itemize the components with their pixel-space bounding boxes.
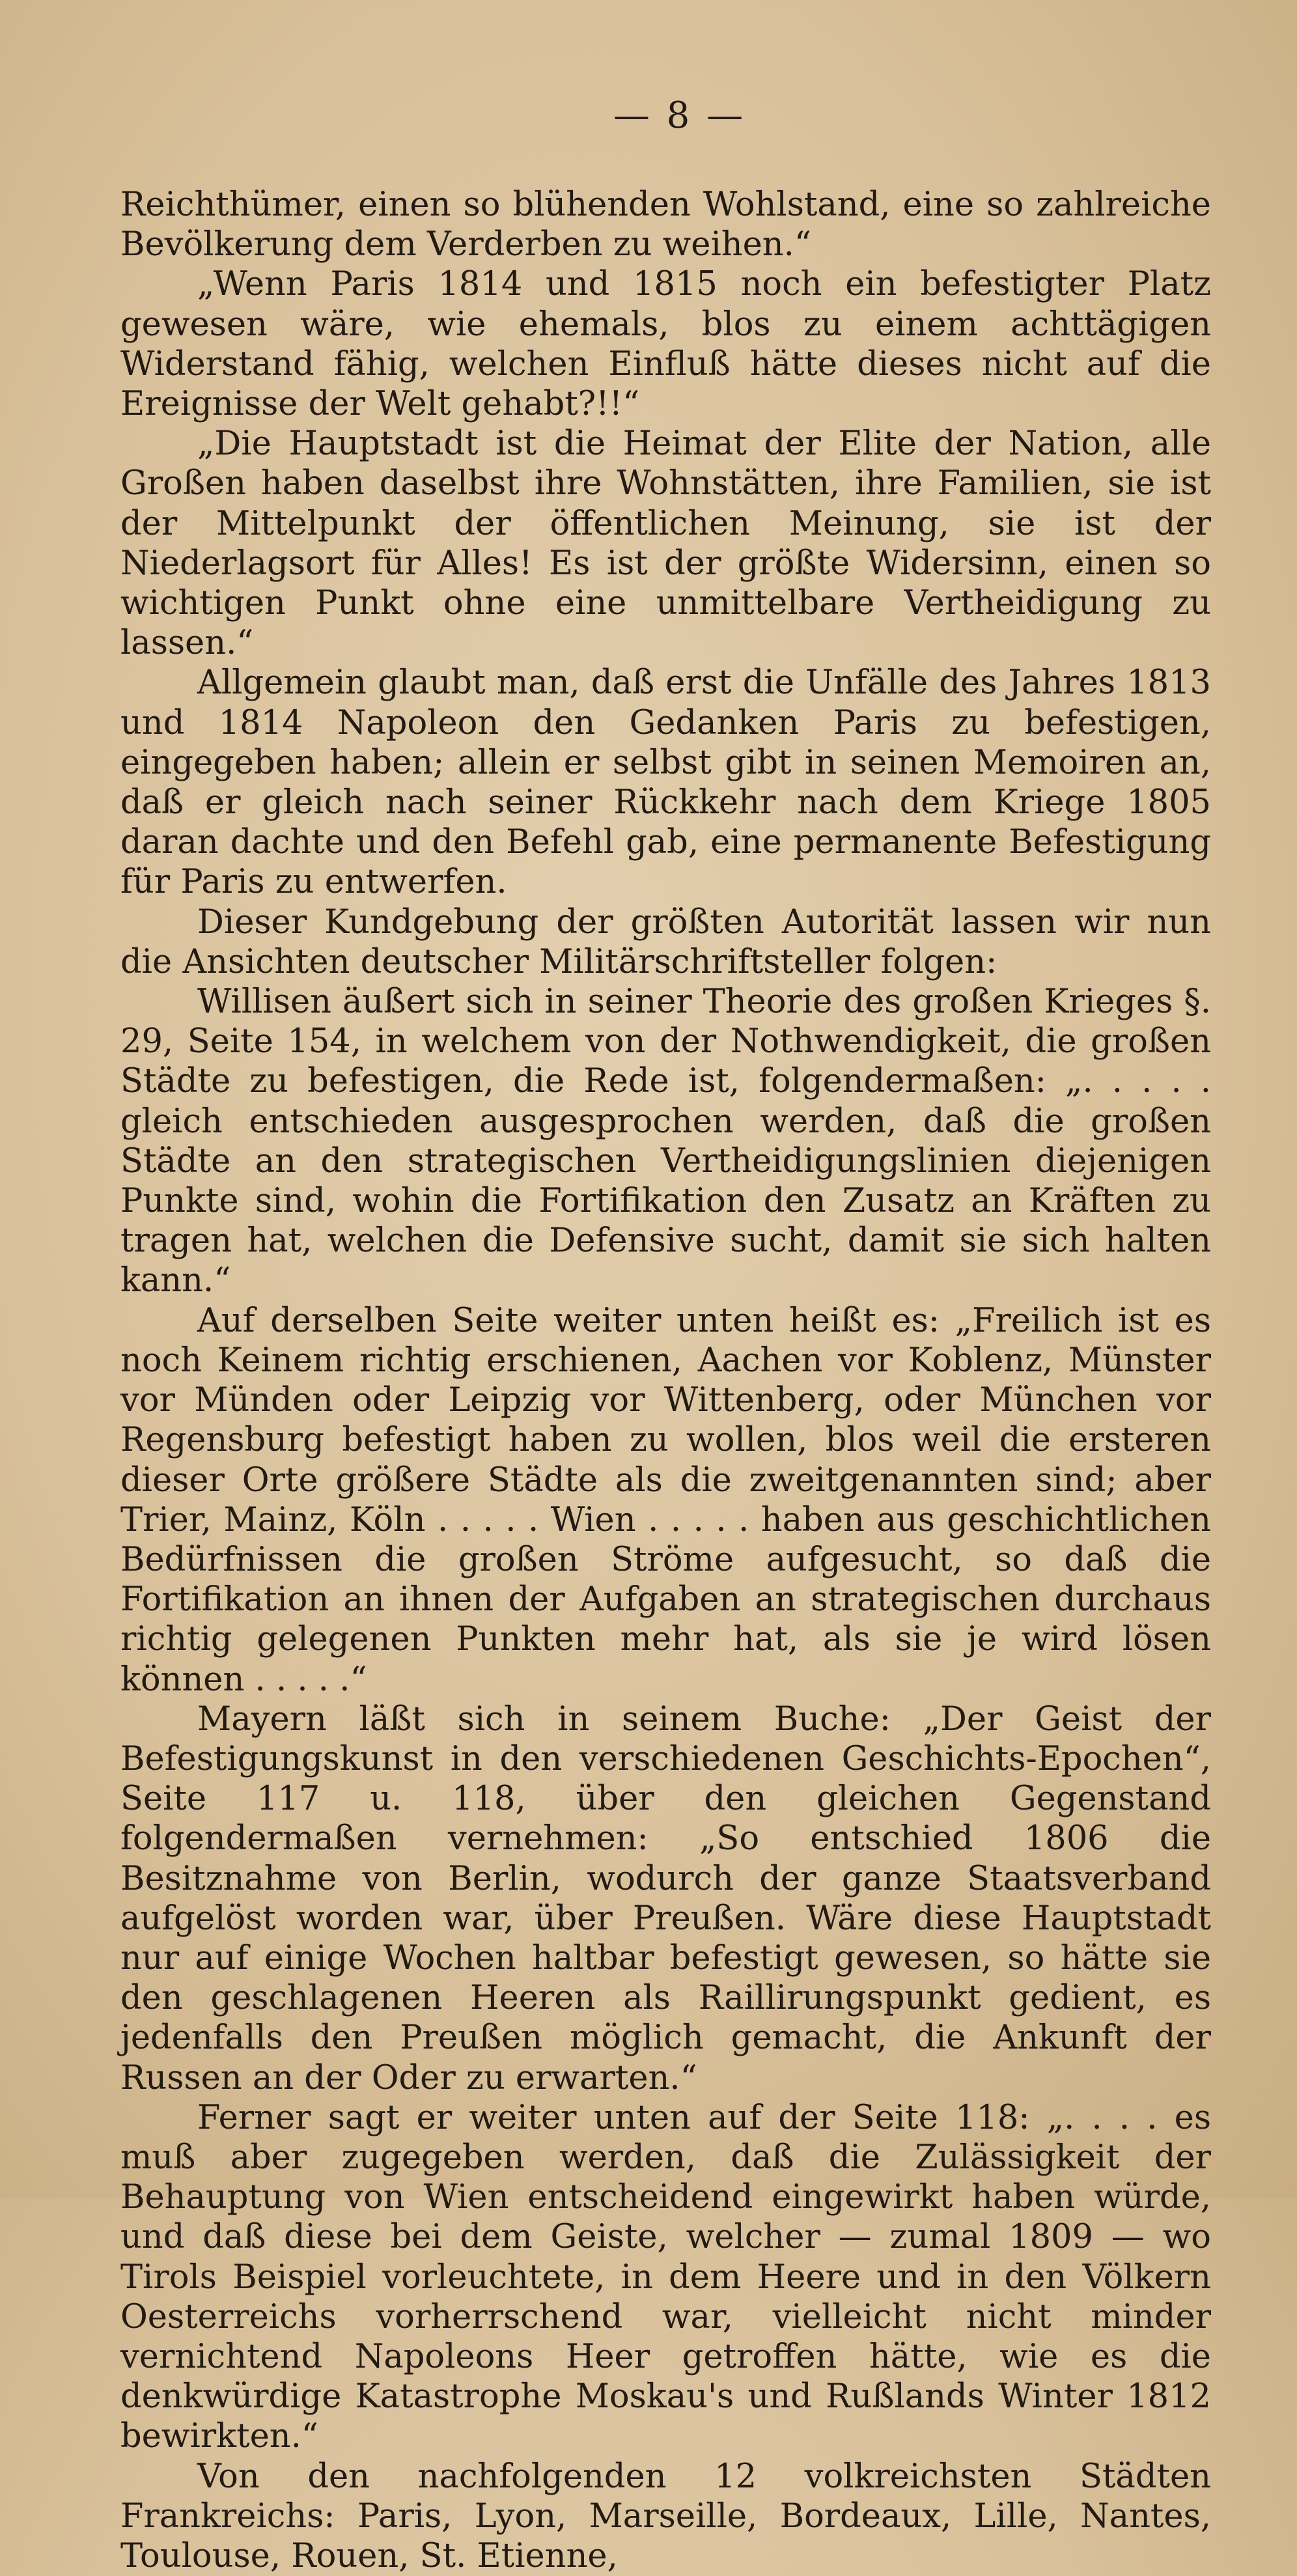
paragraph-5: Dieser Kundgebung der größten Autorität lassen wir nun die Ansichten deutscher Militärschriftsteller folgen: <box>120 903 1211 981</box>
page-number: — 8 — <box>613 94 746 137</box>
paragraph-6: Willisen äußert sich in seiner Theorie des großen Krieges §. 29, Seite 154, in welchem von der Nothwendigkeit, die großen Städte zu befestigen, die Rede ist, folgendermaßen: „. . . . . gleich entschieden ausgesprochen werden, daß die großen Städte an den strategischen Vertheidigungslinien diejenigen Punkte sind, wohin die Fortifikation den Zusatz an Kräften zu tragen hat, welchen die Defensive sucht, damit sie sich halten kann.“ <box>120 983 1211 1300</box>
paragraph-8: Mayern läßt sich in seinem Buche: „Der Geist der Befestigungskunst in den verschiedenen Geschichts-Epochen“, Seite 117 u. 118, über den gleichen Gegenstand folgendermaßen vernehmen: „So entschied 1806 die Besitznahme von Berlin, wodurch der ganze Staatsverband aufgelöst worden war, über Preußen. Wäre diese Hauptstadt nur auf einige Wochen haltbar befestigt gewesen, so hätte sie den geschlagenen Heeren als Raillirungspunkt gedient, es jedenfalls den Preußen möglich gemacht, die Ankunft der Russen an der Oder zu erwarten.“ <box>120 1700 1211 2097</box>
paragraph-7: Auf derselben Seite weiter unten heißt es: „Freilich ist es noch Keinem richtig erschienen, Aachen vor Koblenz, Münster vor Münden oder Leipzig vor Wittenberg, oder München vor Regensburg befestigt haben zu wollen, blos weil die ersteren dieser Orte größere Städte als die zweitgenannten sind; aber Trier, Mainz, Köln . . . . . Wien . . . . . haben aus geschichtlichen Bedürfnissen die großen Ströme aufgesucht, so daß die Fortifikation an ihnen der Aufgaben an strategischen durchaus richtig gelegenen Punkten mehr hat, als sie je wird lösen können . . . . .“ <box>120 1301 1211 1699</box>
paragraph-1: Reichthümer, einen so blühenden Wohlstand, eine so zahlreiche Bevölkerung dem Verderben zu weihen.“ <box>120 186 1211 264</box>
paragraph-10: Von den nachfolgenden 12 volkreichsten Städten Frankreichs: Paris, Lyon, Marseille, Bordeaux, Lille, Nantes, Toulouse, Rouen, St. Etienne, <box>120 2457 1211 2575</box>
paragraph-2: „Wenn Paris 1814 und 1815 noch ein befestigter Platz gewesen wäre, wie ehemals, blos zu einem achttägigen Widerstand fähig, welchen Einfluß hätte dieses nicht auf die Ereignisse der Welt gehabt?!!“ <box>120 265 1211 424</box>
paragraph-3: „Die Hauptstadt ist die Heimat der Elite der Nation, alle Großen haben daselbst ihre Wohnstätten, ihre Familien, sie ist der Mittelpunkt der öffentlichen Meinung, sie ist der Niederlagsort für Alles! Es ist der größte Widersinn, einen so wichtigen Punkt ohne eine unmittelbare Vertheidigung zu lassen.“ <box>120 425 1211 663</box>
paragraph-9: Ferner sagt er weiter unten auf der Seite 118: „. . . . es muß aber zugegeben werden, daß die Zulässigkeit der Behauptung von Wien entscheidend eingewirkt haben würde, und daß diese bei dem Geiste, welcher — zumal 1809 — wo Tirols Beispiel vorleuchtete, in dem Heere und in den Völkern Oesterreichs vorherrschend war, vielleicht nicht minder vernichtend Napoleons Heer getroffen hätte, wie es die denkwürdige Katastrophe Moskau's und Rußlands Winter 1812 bewirkten.“ <box>120 2098 1211 2456</box>
body-text <box>120 185 1211 2576</box>
paragraph-4: Allgemein glaubt man, daß erst die Unfälle des Jahres 1813 und 1814 Napoleon den Gedanken Paris zu befestigen, eingegeben haben; allein er selbst gibt in seinen Memoiren an, daß er gleich nach seiner Rückkehr nach dem Kriege 1805 daran dachte und den Befehl gab, eine permanente Befestigung für Paris zu entwerfen. <box>120 664 1211 902</box>
